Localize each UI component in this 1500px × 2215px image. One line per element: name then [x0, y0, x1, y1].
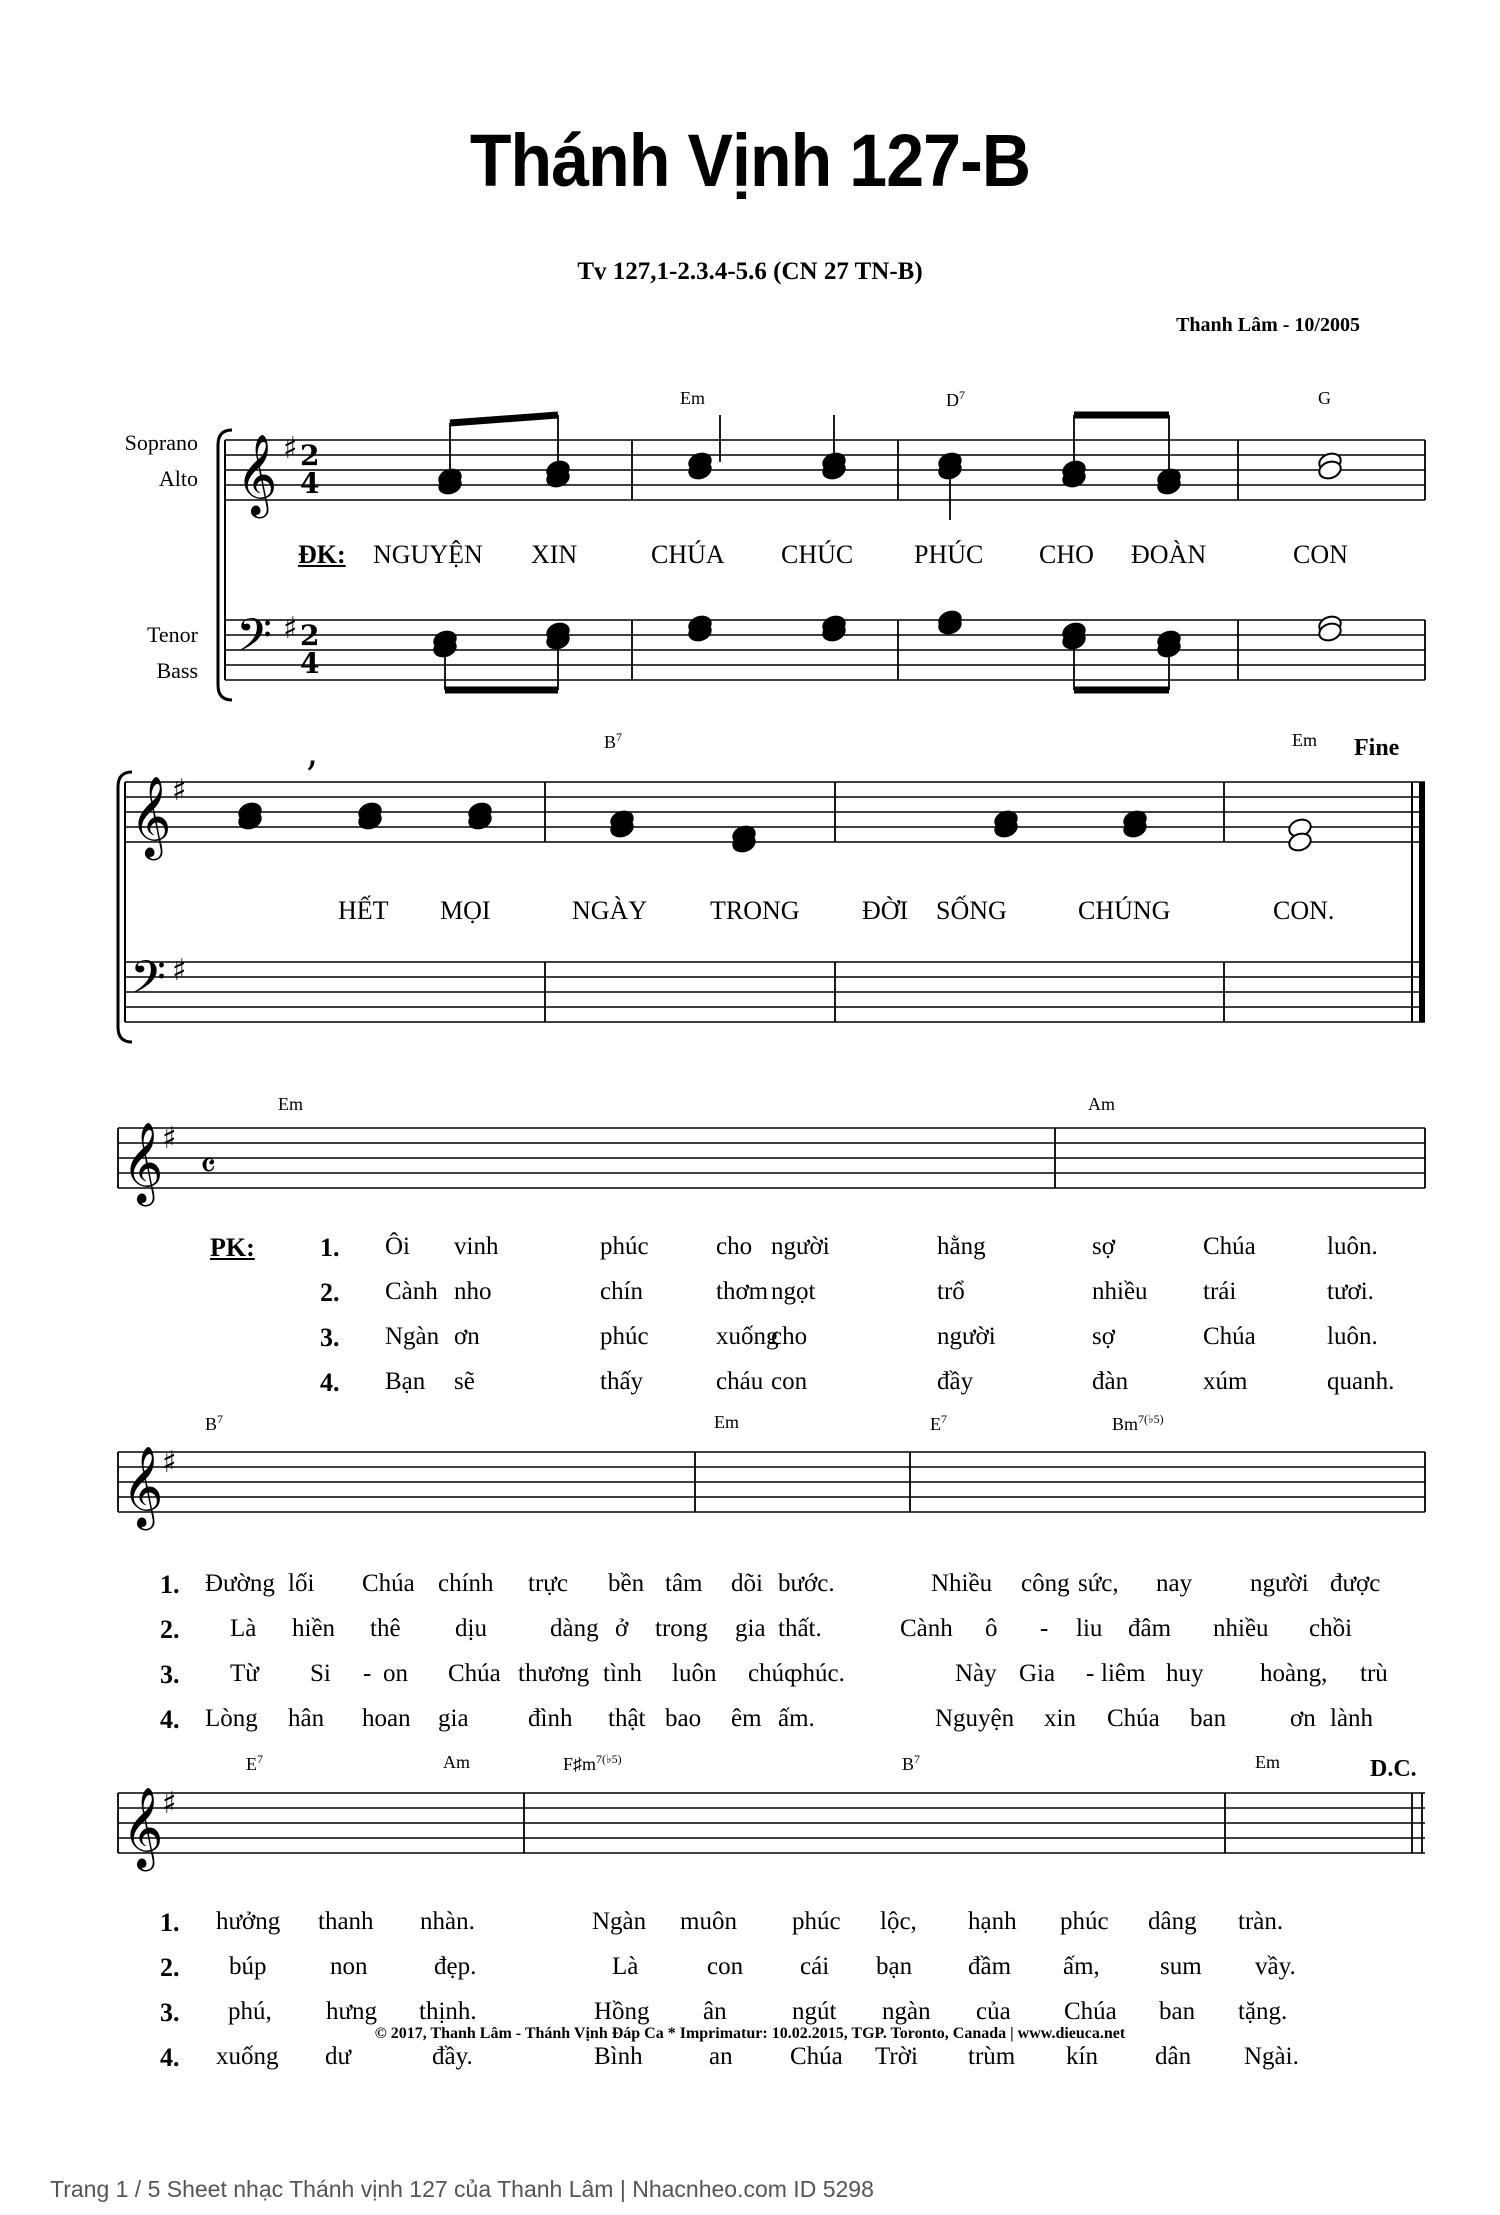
refrain-tag: ĐK:	[298, 540, 346, 569]
lyric-word: tràn.	[1238, 1908, 1284, 1935]
lyric-word: luôn	[672, 1660, 717, 1687]
lyric-refrain-13: ĐỜI	[862, 896, 909, 925]
lyric-word: nhiều	[1092, 1278, 1148, 1305]
voice-label-alto: Alto	[158, 466, 198, 491]
lyric-word: non	[330, 1953, 368, 1980]
lyric-word: trực	[528, 1570, 568, 1597]
lyric-word: người	[771, 1233, 830, 1260]
lyric-word: phú,	[228, 1998, 272, 2025]
time-sig-bottom: 4	[300, 647, 320, 680]
lyric-word: luôn.	[1327, 1233, 1378, 1260]
lyric-word: đầy	[937, 1368, 974, 1395]
lyric-word: công	[1021, 1570, 1070, 1597]
chord-sys5-b7: $B^7$	[902, 1752, 921, 1774]
staff-s5	[118, 1793, 1425, 1853]
lyric-word: ô	[985, 1615, 998, 1642]
key-sharp-icon: ♯	[172, 773, 187, 808]
lyric-word: đầy.	[432, 2043, 473, 2070]
lyric-word: hiền	[292, 1615, 336, 1642]
lyric-refrain-2: XIN	[531, 540, 578, 569]
lyric-word: đầm	[968, 1953, 1012, 1980]
lyric-word: Là	[612, 1953, 639, 1980]
lyric-word: phúc	[792, 1908, 841, 1935]
lyric-word: chính	[438, 1570, 494, 1597]
lyric-word: ngọt	[771, 1278, 816, 1305]
lyric-word: xin	[1044, 1705, 1076, 1732]
lyric-word: thất.	[778, 1615, 822, 1642]
verse-number: 4.	[160, 2043, 180, 2072]
composer-credit: Thanh Lâm - 10/2005	[1176, 314, 1360, 336]
lyric-word: cái	[800, 1953, 830, 1980]
lyric-word: con	[771, 1368, 808, 1395]
lyric-refrain-3: CHÚA	[651, 540, 725, 569]
time-sig-bottom: 4	[300, 467, 320, 500]
time-sig-top: 2	[300, 619, 320, 652]
lyric-word: được	[1330, 1570, 1381, 1597]
lyric-word: Ngài.	[1244, 2043, 1299, 2070]
chord-sys2-em: Em	[1292, 730, 1317, 750]
lyric-refrain-11: NGÀY	[572, 896, 648, 925]
lyric-word: cho	[716, 1233, 753, 1260]
lyric-word: sức,	[1078, 1570, 1119, 1597]
lyric-word: Ôi	[385, 1233, 410, 1260]
lyric-word: ân	[703, 1998, 727, 2025]
lyric-word: sợ	[1092, 1233, 1115, 1260]
verse-number: 2.	[160, 1615, 180, 1644]
lyric-word: sẽ	[454, 1368, 475, 1395]
lyric-word: tặng.	[1238, 1998, 1288, 2025]
key-sharp-icon: ♯	[162, 1445, 177, 1480]
lyric-word: Trời	[875, 2043, 918, 2070]
lyric-word: phúc.	[790, 1660, 845, 1687]
chord-sys4-e7: $E^7$	[930, 1412, 947, 1434]
lyric-word: an	[709, 2043, 733, 2070]
lyric-word: xúm	[1203, 1368, 1248, 1395]
lyric-word: Chúa	[1203, 1233, 1256, 1260]
lyric-word: thơm	[716, 1278, 769, 1305]
lyric-word: Chúa	[1203, 1323, 1256, 1350]
chord-sys2-b7	[604, 730, 622, 753]
lyric-word: thanh	[318, 1908, 374, 1935]
staff-s2-treble	[125, 782, 1425, 842]
lyric-word: lành	[1330, 1705, 1374, 1732]
time-sig-top: 2	[300, 439, 320, 472]
lyric-word: người	[937, 1323, 996, 1350]
lyric-word: quanh.	[1327, 1368, 1395, 1395]
lyric-word: phúc	[600, 1323, 649, 1350]
lyric-refrain-8: CON	[1293, 540, 1348, 569]
lyric-word: trổ	[937, 1278, 965, 1305]
lyric-refrain-4: CHÚC	[781, 540, 854, 569]
lyric-word: nho	[454, 1278, 492, 1305]
lyric-word: hoàng,	[1260, 1660, 1328, 1687]
chord-sys5-am: Am	[443, 1752, 470, 1772]
common-time-icon: 𝄴	[200, 1146, 217, 1187]
lyric-word: ngàn	[882, 1998, 931, 2025]
verse-tag: PK:	[210, 1233, 255, 1262]
dc-mark: D.C.	[1370, 1756, 1417, 1782]
lyric-word: Nhiều	[931, 1570, 993, 1597]
lyric-refrain-10: MỌI	[440, 896, 491, 925]
lyric-word: xuống	[216, 2043, 279, 2070]
lyric-word: ấm,	[1063, 1953, 1100, 1980]
lyric-word: Cành	[900, 1615, 953, 1642]
bass-clef-icon: 𝄢	[236, 609, 273, 674]
lyric-word: bền	[608, 1570, 645, 1597]
verse-number: 4.	[160, 1705, 180, 1734]
chord-sys2-b7-sup: 7	[616, 730, 623, 744]
lyric-word: on	[383, 1660, 408, 1687]
chord-sys1-d7-root: D	[946, 390, 959, 410]
lyric-word: bạn	[876, 1953, 913, 1980]
lyric-word: Này	[955, 1660, 997, 1687]
lyric-word: Bình	[594, 2043, 643, 2070]
lyric-word: huy	[1166, 1660, 1204, 1687]
treble-clef-icon: 𝄞	[122, 1445, 164, 1527]
lyric-word: nhàn.	[420, 1908, 475, 1935]
verse-number: 3.	[160, 1998, 180, 2027]
lyric-word: bước.	[778, 1570, 835, 1597]
verse-number: 3.	[320, 1323, 340, 1352]
key-sharp-icon: ♯	[162, 1121, 177, 1156]
chord-sys1-g: G	[1318, 388, 1331, 408]
lyric-refrain-6: CHO	[1039, 540, 1094, 569]
lyric-word: cho	[771, 1323, 808, 1350]
lyric-word: dư	[325, 2043, 352, 2070]
page-title: Thánh Vịnh 127-B	[469, 119, 1031, 202]
verse-number: 2.	[160, 1953, 180, 1982]
lyric-word: vầy.	[1255, 1953, 1296, 1980]
chord-sys1-em: Em	[680, 388, 705, 408]
lyric-word: sợ	[1092, 1323, 1115, 1350]
lyric-refrain-15: CHÚNG	[1078, 896, 1171, 925]
lyric-word: hân	[288, 1705, 325, 1732]
chord-sys5-e7: $E^7$	[246, 1752, 263, 1774]
lyric-word: luôn.	[1327, 1323, 1378, 1350]
lyric-word: xuống	[716, 1323, 779, 1350]
lyric-word: -	[1086, 1660, 1095, 1687]
voice-label-tenor: Tenor	[147, 622, 198, 647]
lyric-word: người	[1250, 1570, 1309, 1597]
lyric-word: thấy	[600, 1368, 644, 1395]
lyric-word: ngút	[792, 1998, 837, 2025]
chord-sys4-b7: $B^7$	[205, 1412, 224, 1434]
lyric-word: Chúa	[1107, 1705, 1160, 1732]
lyric-word: Si	[310, 1660, 331, 1687]
verse-number: 1.	[160, 1908, 180, 1937]
staff-s2-bass	[125, 962, 1425, 1022]
lyric-word: trong	[655, 1615, 708, 1642]
treble-clef-icon: 𝄞	[236, 433, 278, 515]
lyric-word: -	[363, 1660, 372, 1687]
lyric-refrain-12: TRONG	[710, 896, 800, 925]
lyric-word: đàn	[1092, 1368, 1129, 1395]
lyric-word: con	[707, 1953, 744, 1980]
subtitle: Tv 127,1-2.3.4-5.6 (CN 27 TN-B)	[577, 258, 923, 285]
lyric-word: muôn	[680, 1908, 737, 1935]
lyric-word: sum	[1160, 1953, 1202, 1980]
lyric-word: bao	[665, 1705, 702, 1732]
lyric-word: Là	[230, 1615, 257, 1642]
lyric-word: trái	[1203, 1278, 1237, 1305]
chord-sys5-fsharp-m7b5: $F♯m^{7(♭5)}$	[563, 1752, 622, 1774]
lyric-word: chín	[600, 1278, 644, 1305]
lyric-word: thịnh.	[419, 1998, 477, 2025]
lyric-word: tâm	[665, 1570, 703, 1597]
lyric-word: Từ	[230, 1660, 259, 1687]
fine-mark: Fine	[1354, 735, 1400, 761]
treble-clef-icon: 𝄞	[130, 775, 172, 857]
lyric-word: trùm	[968, 2043, 1016, 2070]
lyric-word: Đường	[205, 1570, 275, 1597]
lyric-word: liêm	[1101, 1660, 1146, 1687]
lyric-word: chúc	[748, 1660, 796, 1687]
lyric-word: vinh	[454, 1233, 499, 1260]
lyric-word: Chúa	[790, 2043, 843, 2070]
key-sharp-icon: ♯	[283, 611, 298, 646]
lyric-word: dịu	[455, 1615, 487, 1642]
beam	[450, 415, 558, 423]
lyric-word: Chúa	[448, 1660, 501, 1687]
lyric-refrain-9: HẾT	[338, 896, 389, 925]
lyric-word: đình	[528, 1705, 573, 1732]
lyric-word: của	[976, 1998, 1011, 2025]
copyright-footer: © 2017, Thanh Lâm - Thánh Vịnh Đáp Ca * Imprimatur: 10.02.2015, TGP. Toronto, Canada | www.dieuca.net	[374, 2025, 1126, 2042]
key-sharp-icon: ♯	[283, 431, 298, 466]
verse-number: 2.	[320, 1278, 340, 1307]
lyric-word: ấm.	[778, 1705, 815, 1732]
treble-clef-icon: 𝄞	[122, 1786, 164, 1868]
lyric-word: búp	[229, 1953, 267, 1980]
lyric-word: Ngàn	[592, 1908, 647, 1935]
lyric-word: êm	[731, 1705, 762, 1732]
lyric-word: dân	[1155, 2043, 1192, 2070]
lyric-word: hằng	[937, 1233, 986, 1260]
lyric-word: trù	[1360, 1660, 1388, 1687]
lyric-word: tươi.	[1327, 1278, 1374, 1305]
lyric-word: kín	[1066, 2043, 1098, 2070]
lyric-word: tình	[603, 1660, 642, 1687]
lyric-word: thương	[518, 1660, 590, 1687]
key-sharp-icon: ♯	[172, 953, 187, 988]
lyric-word: ơn	[1290, 1705, 1316, 1732]
chord-sys2-b7-root: B	[604, 732, 617, 752]
lyric-word: Chúa	[362, 1570, 415, 1597]
verse-number: 3.	[160, 1660, 180, 1689]
lyric-refrain-1: NGUYỆN	[373, 540, 483, 569]
lyric-word: Chúa	[1064, 1998, 1117, 2025]
lyric-refrain-14: SỐNG	[936, 896, 1007, 925]
breath-mark: ’	[305, 754, 318, 800]
lyric-word: ban	[1190, 1705, 1227, 1732]
staff-s4	[118, 1452, 1425, 1512]
lyric-word: Nguyện	[935, 1705, 1015, 1732]
lyric-word: ban	[1159, 1998, 1196, 2025]
lyric-word: nay	[1156, 1570, 1193, 1597]
lyric-word: thê	[370, 1615, 401, 1642]
lyric-word: Gia	[1019, 1660, 1056, 1687]
chord-sys3-em: Em	[278, 1094, 303, 1114]
lyric-word: đâm	[1128, 1615, 1172, 1642]
page-caption: Trang 1 / 5 Sheet nhạc Thánh vịnh 127 của Thanh Lâm | Nhacnheo.com ID 5298	[50, 2176, 874, 2202]
lyric-word: hạnh	[968, 1908, 1017, 1935]
lyric-word: chồi	[1309, 1615, 1353, 1642]
lyric-word: nhiều	[1213, 1615, 1269, 1642]
chord-sys4-em: Em	[714, 1412, 739, 1432]
lyric-word: phúc	[1060, 1908, 1109, 1935]
lyric-word: phúc	[600, 1233, 649, 1260]
lyric-word: hưởng	[216, 1908, 281, 1935]
lyric-word: Bạn	[385, 1368, 426, 1395]
lyric-word: dàng	[550, 1615, 599, 1642]
key-sharp-icon: ♯	[162, 1786, 177, 1821]
verse-number: 1.	[160, 1570, 180, 1599]
lyric-word: Hồng	[594, 1998, 650, 2025]
lyric-word: Cành	[385, 1278, 438, 1305]
voice-label-bass: Bass	[156, 658, 198, 683]
staff-s3	[118, 1128, 1425, 1188]
verse-number: 1.	[320, 1233, 340, 1262]
lyric-word: hoan	[362, 1705, 411, 1732]
chord-sys1-d7-sup: 7	[959, 388, 965, 402]
lyric-word: cháu	[716, 1368, 764, 1395]
lyric-word: ơn	[454, 1323, 480, 1350]
chord-sys1-d7	[946, 388, 965, 411]
voice-label-soprano: Soprano	[124, 430, 198, 455]
bass-clef-icon: 𝄢	[130, 951, 167, 1016]
lyric-word: Ngàn	[385, 1323, 440, 1350]
lyric-word: ở	[615, 1615, 629, 1642]
lyric-refrain-5: PHÚC	[914, 540, 984, 569]
lyric-refrain-16: CON.	[1273, 896, 1335, 925]
lyric-word: đẹp.	[434, 1953, 477, 1980]
verse-number: 4.	[320, 1368, 340, 1397]
lyric-word: liu	[1076, 1615, 1103, 1642]
lyric-word: lộc,	[880, 1908, 917, 1935]
lyric-refrain-7: ĐOÀN	[1131, 540, 1207, 569]
lyric-word: lối	[288, 1570, 315, 1597]
lyric-word: hưng	[326, 1998, 378, 2025]
lyric-word: gia	[438, 1705, 469, 1732]
lyric-word: -	[1040, 1615, 1049, 1642]
chord-sys4-bm7b5: $Bm^{7(♭5)}$	[1112, 1412, 1164, 1434]
lyric-word: gia	[735, 1615, 766, 1642]
chord-sys5-em: Em	[1255, 1752, 1280, 1772]
lyric-word: dõi	[731, 1570, 763, 1597]
chord-sys3-am: Am	[1088, 1094, 1115, 1114]
lyric-word: dâng	[1148, 1908, 1197, 1935]
lyric-word: thật	[608, 1705, 646, 1732]
lyric-word: Lòng	[205, 1705, 258, 1732]
treble-clef-icon: 𝄞	[122, 1121, 164, 1203]
